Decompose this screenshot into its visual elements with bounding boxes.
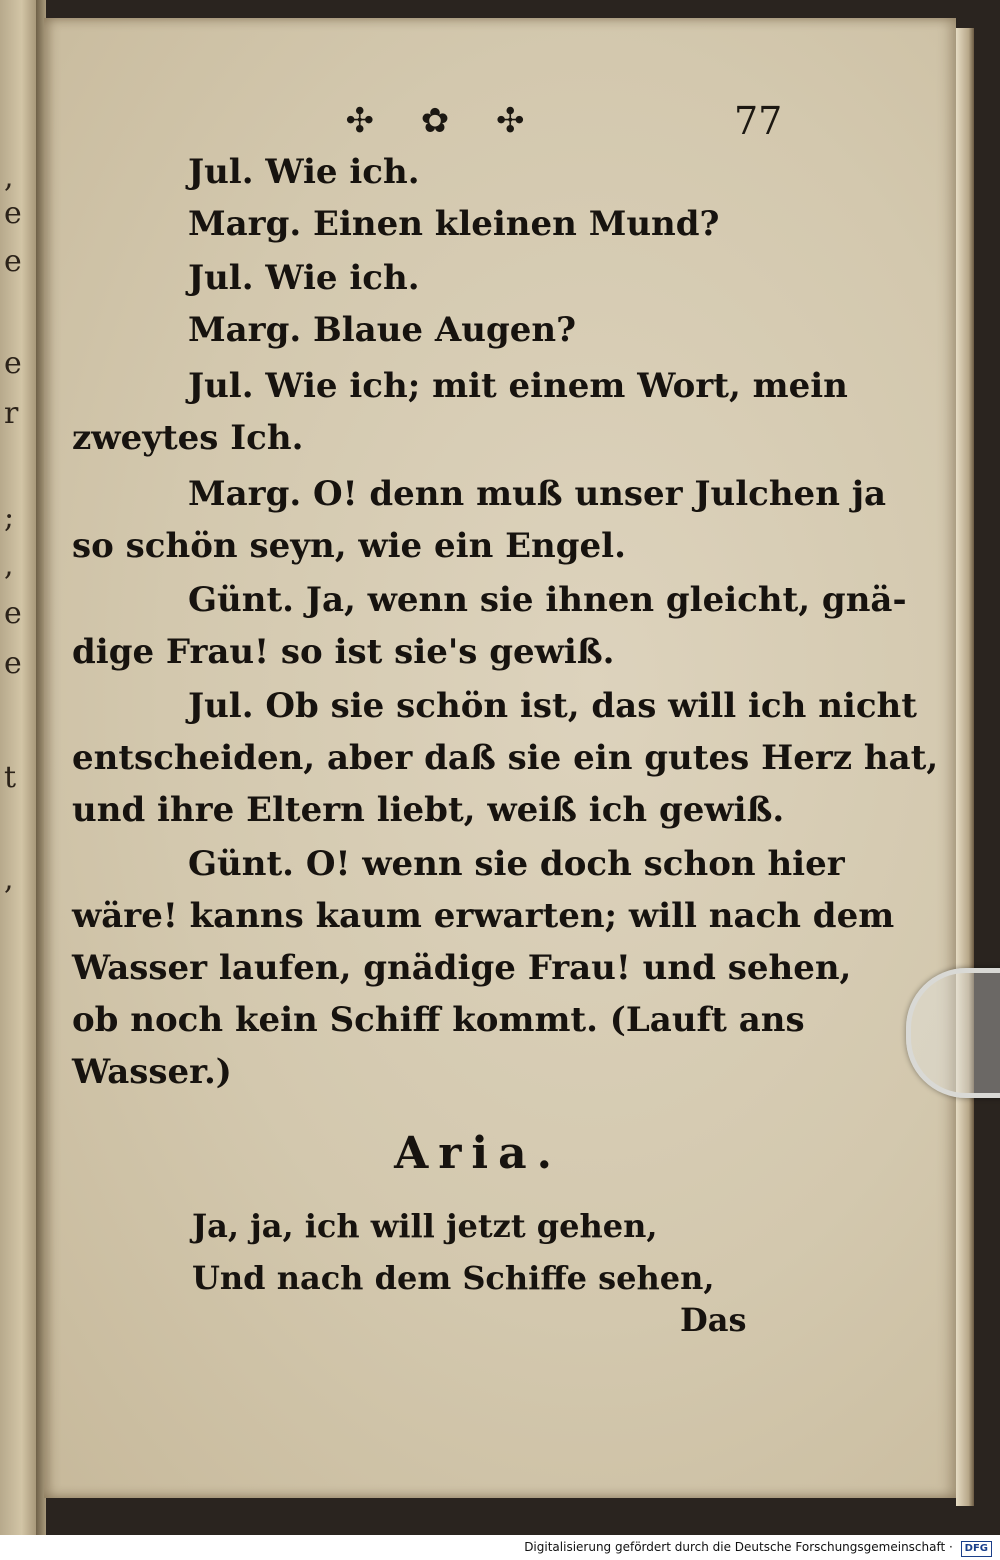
text-line: Jul. Ob sie schön ist, das will ich nicht bbox=[188, 686, 917, 726]
dfg-logo: DFG bbox=[961, 1541, 992, 1557]
header-ornament: ✣ ✿ ✣ bbox=[345, 101, 543, 141]
text-line: Jul. Wie ich. bbox=[188, 258, 420, 298]
left-page-mark: t bbox=[4, 760, 17, 795]
text-line: Jul. Wie ich; mit einem Wort, mein bbox=[188, 366, 848, 406]
left-page-mark: ; bbox=[4, 500, 15, 535]
catchword: Das bbox=[680, 1301, 747, 1339]
page-number: 77 bbox=[734, 99, 783, 143]
text-line: entscheiden, aber daß sie ein gutes Herz hat, bbox=[72, 738, 939, 778]
left-page-mark: , bbox=[4, 548, 14, 583]
text-line: Wasser laufen, gnädige Frau! und sehen, bbox=[72, 948, 852, 988]
text-line: Jul. Wie ich. bbox=[188, 152, 420, 192]
verse-line: Ja, ja, ich will jetzt gehen, bbox=[192, 1207, 658, 1245]
left-page-mark: e bbox=[4, 244, 22, 279]
text-line: wäre! kanns kaum erwarten; will nach dem bbox=[72, 896, 895, 936]
text-line: so schön seyn, wie ein Engel. bbox=[72, 526, 626, 566]
left-page-mark: e bbox=[4, 646, 22, 681]
text-line: Günt. Ja, wenn sie ihnen gleicht, gnä- bbox=[188, 580, 907, 620]
text-line: zweytes Ich. bbox=[72, 418, 304, 458]
text-line: ob noch kein Schiff kommt. (Lauft ans bbox=[72, 1000, 805, 1040]
text-line: Marg. Einen kleinen Mund? bbox=[188, 204, 720, 244]
text-line: Wasser.) bbox=[72, 1052, 232, 1092]
left-page-mark: r bbox=[4, 396, 19, 431]
text-line: Marg. O! denn muß unser Julchen ja bbox=[188, 474, 887, 514]
left-page-mark: e bbox=[4, 196, 22, 231]
left-page-mark: e bbox=[4, 596, 22, 631]
left-page-mark: e bbox=[4, 346, 22, 381]
credit-text: Digitalisierung gefördert durch die Deutsche Forschungsgemeinschaft · bbox=[524, 1540, 953, 1554]
left-page-mark: , bbox=[4, 862, 14, 897]
left-page-mark: , bbox=[4, 160, 14, 195]
previous-page-edge bbox=[0, 0, 36, 1535]
text-line: Marg. Blaue Augen? bbox=[188, 310, 577, 350]
page-block-edge bbox=[956, 28, 974, 1506]
verse-line: Und nach dem Schiffe sehen, bbox=[192, 1259, 715, 1297]
text-line: und ihre Eltern liebt, weiß ich gewiß. bbox=[72, 790, 785, 830]
digitization-credit bbox=[0, 1535, 1000, 1560]
aria-heading: Aria. bbox=[394, 1128, 562, 1179]
text-line: dige Frau! so ist sie's gewiß. bbox=[72, 632, 615, 672]
text-line: Günt. O! wenn sie doch schon hier bbox=[188, 844, 845, 884]
